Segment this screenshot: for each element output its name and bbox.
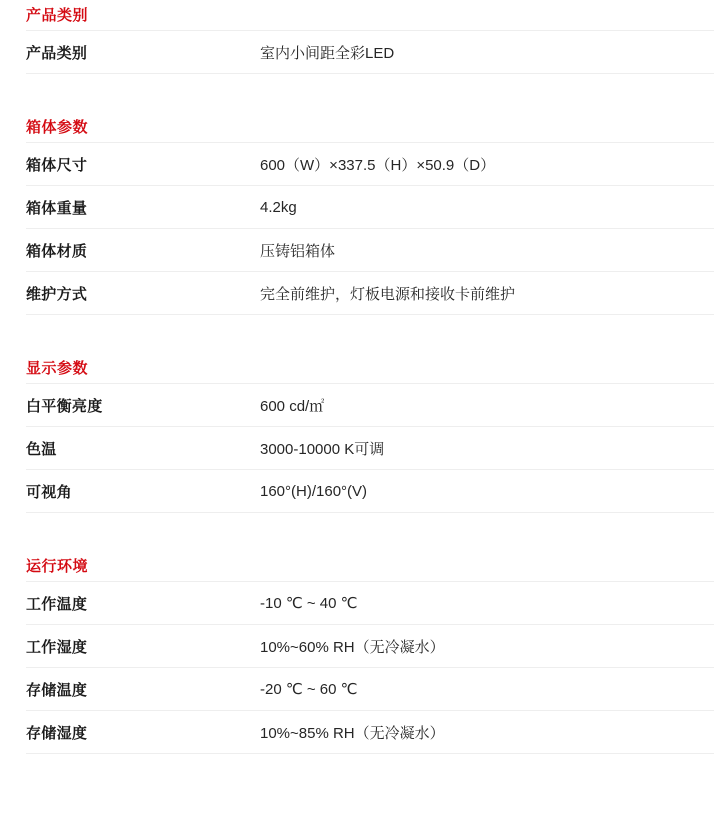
table-row bbox=[26, 143, 714, 186]
table-row bbox=[26, 668, 714, 711]
section-title: 箱体参数 bbox=[26, 119, 714, 143]
section-cabinet-parameters bbox=[26, 119, 714, 315]
section-display-parameters bbox=[26, 360, 714, 513]
spec-value: 600 cd/㎡ bbox=[260, 397, 325, 415]
spec-label: 工作温度 bbox=[26, 595, 88, 613]
spec-value: 压铸铝箱体 bbox=[260, 242, 336, 260]
spec-value: 完全前维护，灯板电源和接收卡前维护 bbox=[260, 285, 516, 303]
table-row bbox=[26, 427, 714, 470]
table-row bbox=[26, 186, 714, 229]
section-operating-environment bbox=[26, 558, 714, 754]
spec-label: 存储温度 bbox=[26, 681, 88, 699]
spec-value: 3000-10000 K可调 bbox=[260, 440, 385, 458]
table-row bbox=[26, 229, 714, 272]
section-title: 运行环境 bbox=[26, 558, 714, 582]
table-row bbox=[26, 625, 714, 668]
spec-label: 工作湿度 bbox=[26, 638, 88, 656]
spec-label: 可视角 bbox=[26, 483, 72, 501]
spec-label: 箱体重量 bbox=[26, 199, 88, 217]
section-product-category bbox=[26, 7, 714, 74]
spec-value: -10 ℃ ~ 40 ℃ bbox=[260, 595, 358, 612]
spec-label: 产品类别 bbox=[26, 44, 88, 62]
spec-value: -20 ℃ ~ 60 ℃ bbox=[260, 681, 358, 698]
spec-label: 箱体材质 bbox=[26, 242, 88, 260]
spec-label: 色温 bbox=[26, 440, 57, 458]
spec-label: 箱体尺寸 bbox=[26, 156, 88, 174]
table-row bbox=[26, 272, 714, 315]
spec-value: 10%~60% RH（无冷凝水） bbox=[260, 638, 445, 656]
table-row bbox=[26, 470, 714, 513]
spec-value: 160°(H)/160°(V) bbox=[260, 482, 368, 500]
spec-value: 4.2kg bbox=[260, 198, 297, 216]
spec-label: 维护方式 bbox=[26, 285, 88, 303]
spec-value: 600（W）×337.5（H）×50.9（D） bbox=[260, 156, 496, 174]
table-row bbox=[26, 711, 714, 754]
spec-label: 白平衡亮度 bbox=[26, 397, 103, 415]
table-row bbox=[26, 31, 714, 74]
spec-value: 10%~85% RH（无冷凝水） bbox=[260, 724, 445, 742]
table-row bbox=[26, 384, 714, 427]
section-title: 显示参数 bbox=[26, 360, 714, 384]
section-title: 产品类别 bbox=[26, 7, 714, 31]
spec-value: 室内小间距全彩LED bbox=[260, 44, 395, 62]
spec-label: 存储湿度 bbox=[26, 724, 88, 742]
table-row bbox=[26, 582, 714, 625]
